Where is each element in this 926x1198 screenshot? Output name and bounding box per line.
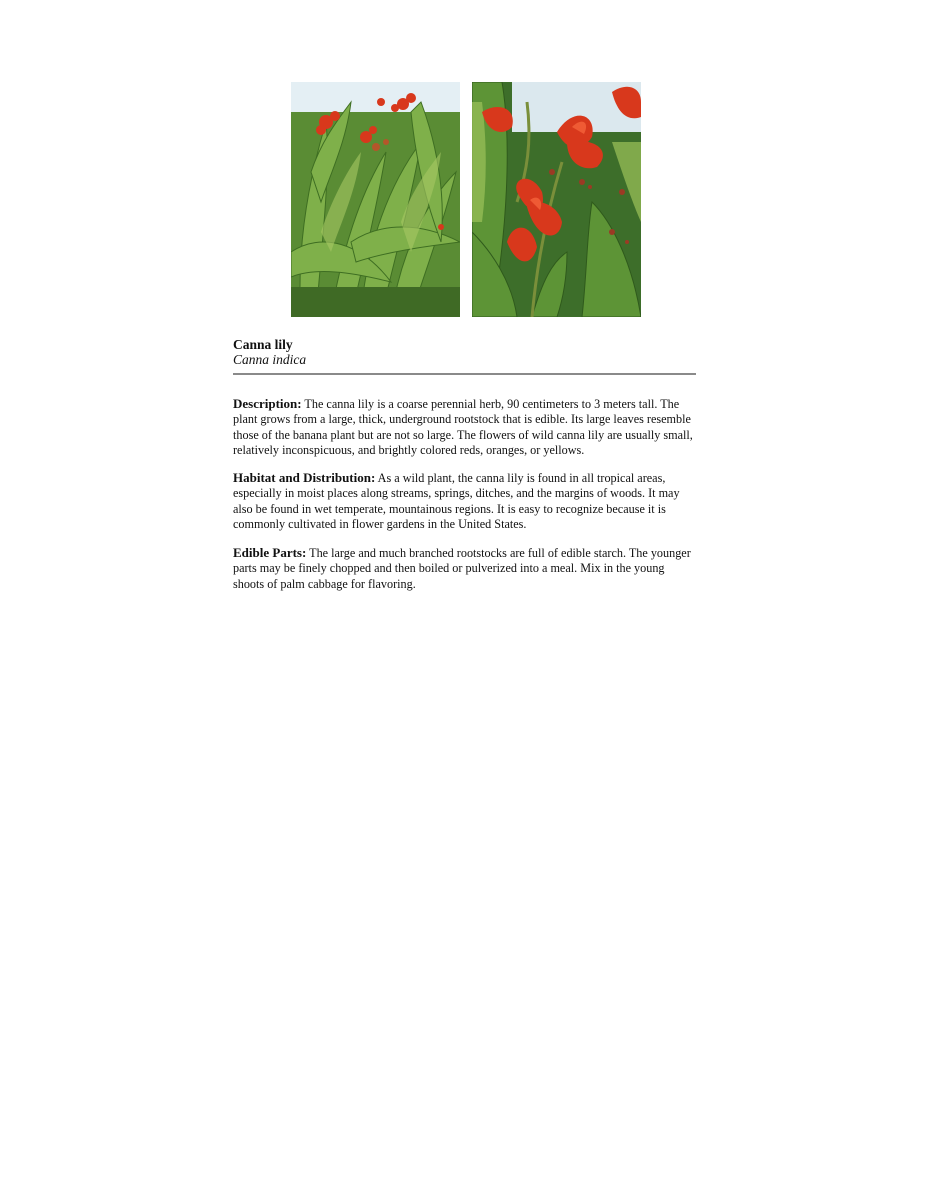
habitat-heading: Habitat and Distribution: <box>233 470 376 485</box>
edible-parts-paragraph <box>233 545 696 592</box>
plant-common-name: Canna lily <box>233 337 293 352</box>
section-divider <box>233 373 696 375</box>
habitat-text: As a wild plant, the canna lily is found in all tropical areas, especially in moist places along streams, springs, ditches, and the margins of woods. It may also be found in wet temperate, mountainous regions. It is easy to recognize because it is commonly cultivated in flower gardens in the United States. <box>233 471 680 531</box>
description-heading: Description: <box>233 396 302 411</box>
edible-parts-text: The large and much branched rootstocks are full of edible starch. The younger parts may be finely chopped and then boiled or pulverized into a meal. Mix in the young shoots of palm cabbage for flavoring. <box>233 546 691 591</box>
plant-photo-flowers <box>472 82 641 317</box>
description-paragraph <box>233 396 696 458</box>
plant-scientific-name: Canna indica <box>233 352 307 367</box>
plant-photo-whole <box>291 82 460 317</box>
edible-parts-heading: Edible Parts: <box>233 545 307 560</box>
description-text: The canna lily is a coarse perennial herb, 90 centimeters to 3 meters tall. The plant grows from a large, thick, underground rootstock that is edible. Its large leaves resemble those of the banana plant but are not so large. The flowers of wild canna lily are usually small, relatively inconspicuous, and brightly colored reds, oranges, or yellows. <box>233 397 693 457</box>
habitat-paragraph <box>233 470 696 532</box>
plant-title-block <box>233 337 696 367</box>
